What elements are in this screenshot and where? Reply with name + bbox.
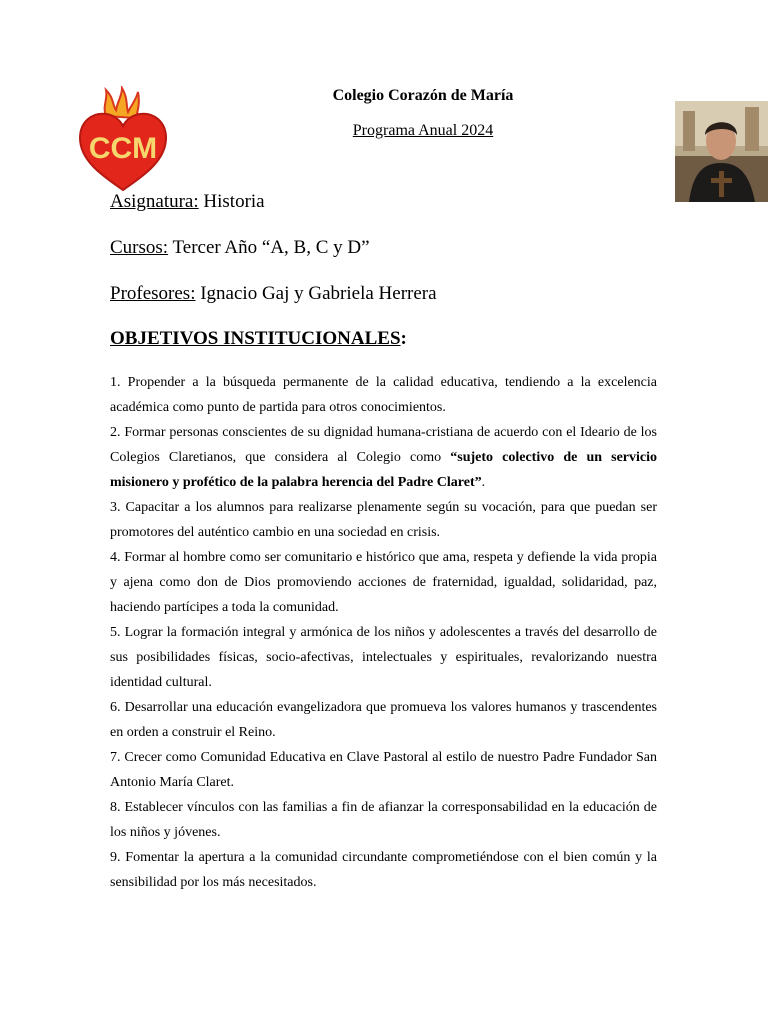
program-title — [0, 121, 768, 141]
objective-item — [110, 545, 657, 620]
courses-line — [110, 236, 370, 260]
objective-item — [110, 620, 657, 695]
objectives-heading-colon: : — [400, 328, 407, 349]
courses-value: Tercer Año “A, B, C y D” — [168, 237, 370, 258]
objective-item — [110, 695, 657, 745]
school-name: Colegio Corazón de María — [332, 87, 514, 104]
teachers-label: Profesores: — [110, 283, 196, 304]
logo-text: CCM — [88, 132, 158, 165]
portrait-image-icon — [675, 101, 768, 202]
subject-value: Historia — [198, 191, 265, 212]
objectives-list — [110, 370, 657, 895]
objective-text: 6. Desarrollar una educación evangelizadora que promueva los valores humanos y trascendentes en orden a construir el Reino. — [110, 700, 657, 740]
teachers-value: Ignacio Gaj y Gabriela Herrera — [195, 283, 437, 304]
objective-item — [110, 845, 657, 895]
objective-text: 8. Establecer vínculos con las familias a fin de afianzar la corresponsabilidad en la educación de los niños y jóvenes. — [110, 800, 657, 840]
objective-text: 7. Crecer como Comunidad Educativa en Clave Pastoral al estilo de nuestro Padre Fundador San Antonio María Claret. — [110, 750, 657, 790]
objective-text: 5. Lograr la formación integral y armónica de los niños y adolescentes a través del desarrollo de sus posibilidades físicas, socio-afectivas, intelectuales y espirituales, revalorizando nuestra identidad cultural. — [110, 625, 657, 690]
objectives-heading — [110, 327, 407, 351]
objective-text: 2. Formar personas conscientes de su dignidad humana-cristiana de acuerdo con el Ideario de los Colegios Claretianos, que considera al Colegio como — [110, 425, 657, 465]
courses-label: Cursos: — [110, 237, 169, 258]
objective-bold-text: “sujeto colectivo de un servicio misionero y profético de la palabra herencia del Padre Claret” — [110, 450, 658, 490]
objective-item — [110, 795, 657, 845]
objective-item — [110, 745, 657, 795]
objectives-heading-text: OBJETIVOS INSTITUCIONALES — [110, 328, 401, 349]
teachers-line — [110, 282, 437, 306]
objective-item — [110, 420, 657, 495]
subject-label: Asignatura: — [110, 191, 199, 212]
founder-portrait — [675, 101, 768, 202]
subject-line — [110, 190, 265, 214]
objective-text-end: . — [481, 475, 486, 490]
objective-item — [110, 495, 657, 545]
objective-text: 4. Formar al hombre como ser comunitario e histórico que ama, respeta y defiende la vida propia y ajena como don de Dios promoviendo acciones de fraternidad, igualdad, solidaridad, paz, haciendo partícipes a toda la comunidad. — [110, 550, 657, 615]
program-title-text: Programa Anual 2024 — [352, 122, 494, 139]
objective-item — [110, 370, 657, 420]
objective-text: 1. Propender a la búsqueda permanente de la calidad educativa, tendiendo a la excelencia académica como punto de partida para otros conocimientos. — [110, 375, 657, 415]
objective-text: 9. Fomentar la apertura a la comunidad circundante comprometiéndose con el bien común y la sensibilidad por los más necesitados. — [110, 850, 657, 890]
objective-text: 3. Capacitar a los alumnos para realizarse plenamente según su vocación, para que puedan ser promotores del auténtico cambio en una sociedad en crisis. — [110, 500, 657, 540]
